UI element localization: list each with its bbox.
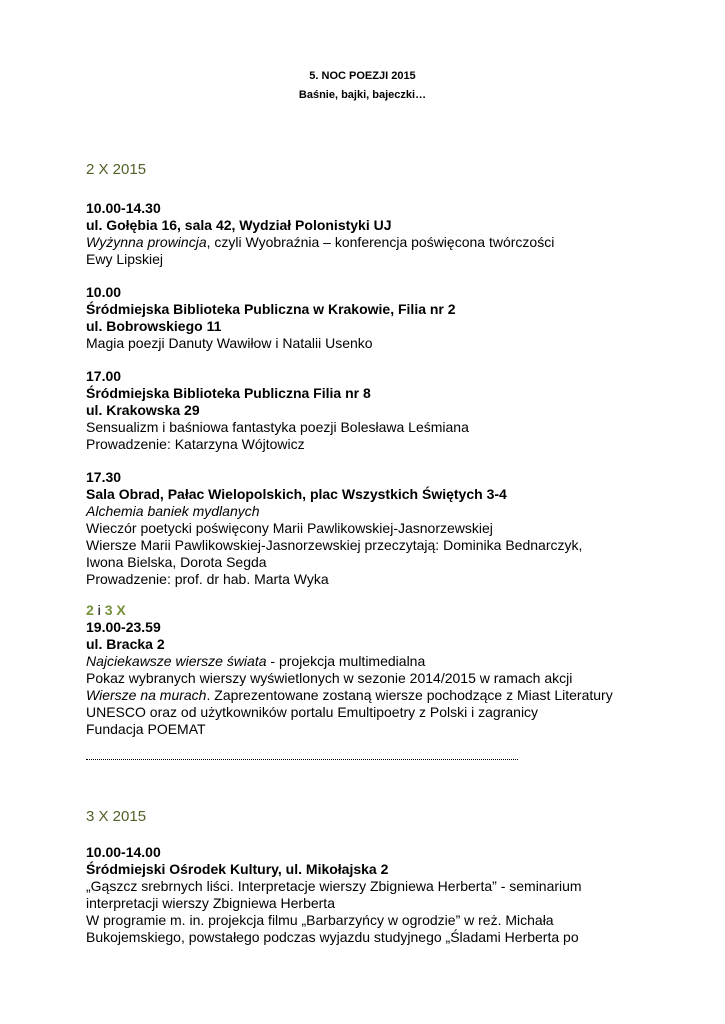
event-3 — [86, 368, 686, 453]
event-host: Prowadzenie: prof. dr hab. Marta Wyka — [86, 571, 329, 587]
event-description: Bukojemskiego, powstałego podczas wyjazdu studyjnego „Śladami Herberta po — [86, 929, 579, 945]
event-description: Wyżynna prowincja, czyli Wyobraźnia – konferencja poświęcona twórczości — [86, 234, 555, 250]
event-1 — [86, 200, 686, 268]
event-place: ul. Gołębia 16, sala 42, Wydział Polonistyki UJ — [86, 217, 392, 233]
event-both-days — [86, 602, 686, 738]
event-description: Iwona Bielska, Dorota Segda — [86, 554, 267, 570]
event-title-line: Najciekawsze wiersze świata - projekcja multimedialna — [86, 653, 426, 669]
event-time: 17.30 — [86, 469, 122, 485]
day2-heading: 3 X 2015 — [86, 808, 147, 825]
event-time: 10.00-14.30 — [86, 200, 161, 216]
event-place: Śródmiejski Ośrodek Kultury, ul. Mikołajska 2 — [86, 861, 389, 877]
event-host: Prowadzenie: Katarzyna Wójtowicz — [86, 436, 305, 452]
event-description: Pokaz wybranych wierszy wyświetlonych w sezonie 2014/2015 w ramach akcji — [86, 670, 573, 686]
event-time: 17.00 — [86, 368, 122, 384]
event-2 — [86, 284, 686, 352]
day1-heading: 2 X 2015 — [86, 161, 147, 178]
event-organizer: Fundacja POEMAT — [86, 721, 206, 737]
event-time: 19.00-23.59 — [86, 619, 161, 635]
event-address: ul. Bobrowskiego 11 — [86, 318, 222, 334]
event-description-cont: Ewy Lipskiej — [86, 251, 164, 267]
dotted-separator — [86, 758, 518, 760]
event-description: Sensualizm i baśniowa fantastyka poezji Bolesława Leśmiana — [86, 419, 469, 435]
event-5 — [86, 844, 686, 946]
event-time: 10.00 — [86, 284, 122, 300]
event-place: Śródmiejska Biblioteka Publiczna Filia nr 8 — [86, 385, 371, 401]
event-description: UNESCO oraz od użytkowników portalu Emultipoetry z Polski i zagranicy — [86, 704, 539, 720]
both-days-label: 2 i 3 X — [86, 602, 126, 618]
document-title: 5. NOC POEZJI 2015 — [309, 70, 416, 82]
event-description: W programie m. in. projekcja filmu „Barbarzyńcy w ogrodzie” w reż. Michała — [86, 912, 554, 928]
event-place: ul. Bracka 2 — [86, 636, 165, 652]
event-place: Śródmiejska Biblioteka Publiczna w Krakowie, Filia nr 2 — [86, 301, 456, 317]
event-title: Wyżynna prowincja — [86, 234, 207, 250]
event-time: 10.00-14.00 — [86, 844, 161, 860]
event-address: ul. Krakowska 29 — [86, 402, 200, 418]
event-description: Wiersze Marii Pawlikowskiej-Jasnorzewskiej przeczytają: Dominika Bednarczyk, — [86, 537, 583, 553]
event-title: Alchemia baniek mydlanych — [86, 503, 260, 519]
event-description: Wiersze na murach. Zaprezentowane zostaną wiersze pochodzące z Miast Literatury — [86, 687, 613, 703]
event-description: „Gąszcz srebrnych liści. Interpretacje wierszy Zbigniewa Herberta” - seminarium — [86, 878, 582, 894]
event-description: Magia poezji Danuty Wawiłow i Natalii Usenko — [86, 335, 373, 351]
event-4 — [86, 469, 686, 588]
event-description: interpretacji wierszy Zbigniewa Herberta — [86, 895, 335, 911]
document-subtitle: Baśnie, bajki, bajeczki… — [298, 89, 427, 101]
event-description: Wieczór poetycki poświęcony Marii Pawlikowskiej-Jasnorzewskiej — [86, 520, 493, 536]
event-place: Sala Obrad, Pałac Wielopolskich, plac Wszystkich Świętych 3-4 — [86, 486, 507, 502]
